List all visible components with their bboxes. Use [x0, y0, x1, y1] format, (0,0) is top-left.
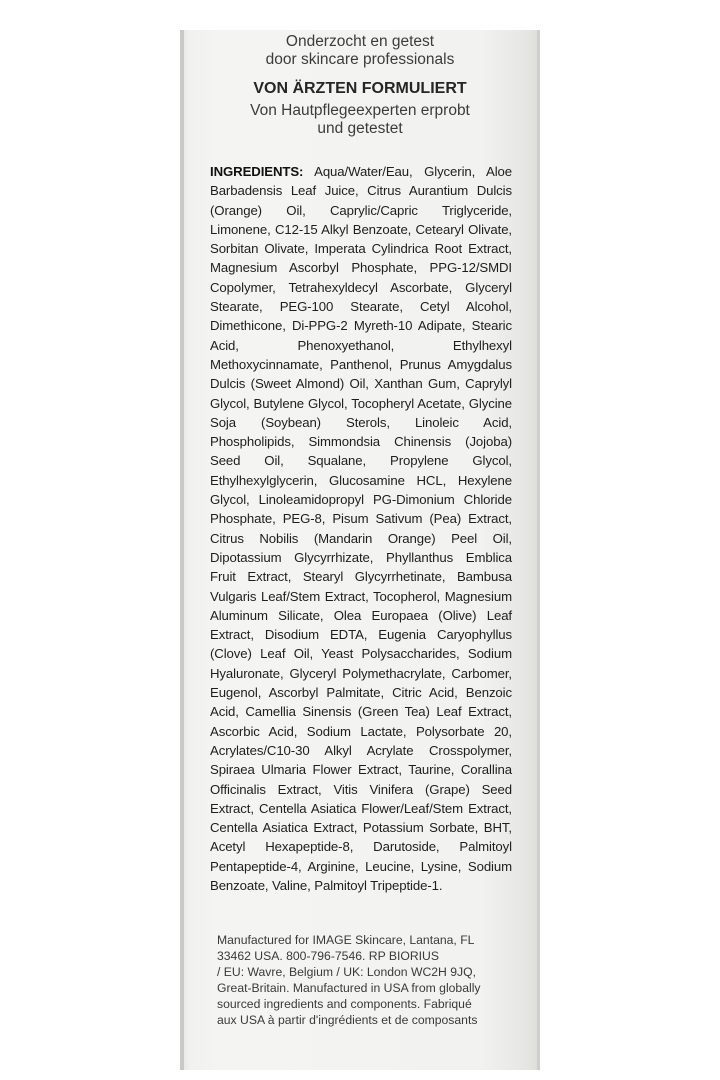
manufacturer-line-6: aux USA à partir d'ingrédients et de composants: [217, 1013, 478, 1028]
manufacturer-line-4: Great-Britain. Manufactured in USA from globally: [217, 981, 481, 996]
manufacturer-info: [217, 932, 507, 1029]
manufacturer-line-2: 33462 USA. 800-796-7546. RP BIORIUS: [217, 949, 439, 964]
manufacturer-line-5: sourced ingredients and components. Fabriqué: [217, 997, 472, 1012]
german-claim-title: VON ÄRZTEN FORMULIERT: [253, 80, 467, 97]
german-claim-line-2: und getestet: [317, 120, 403, 137]
german-claim-line-1: Von Hautpflegeexperten erprobt: [250, 102, 470, 119]
ingredients-list: [210, 162, 512, 895]
german-claim: [180, 102, 540, 138]
box-left-edge: [180, 30, 184, 1070]
product-box-panel: [180, 30, 540, 1070]
dutch-claim-line-1: Onderzocht en getest: [285, 33, 435, 50]
manufacturer-line-3: / EU: Wavre, Belgium / UK: London WC2H 9JQ,: [217, 965, 476, 980]
ingredients-label: INGREDIENTS:: [210, 164, 304, 179]
dutch-claim: [180, 33, 540, 69]
box-right-edge: [537, 30, 540, 1070]
ingredients-text: Aqua/Water/Eau, Glycerin, Aloe Barbadensis Leaf Juice, Citrus Aurantium Dulcis (Orange) Oil, Caprylic/Capric Triglyceride, Limonene, C12-15 Alkyl Benzoate, Cetearyl Olivate, Sorbitan Olivate, Imperata Cylindrica Root Extract, Magnesium Ascorbyl Phosphate, PPG-12/SMDI Copolymer, Tetrahexyldecyl Ascorbate, Glyceryl Stearate, PEG-100 Stearate, Cetyl Alcohol, Dimethicone, Di-PPG-2 Myreth-10 Adipate, Stearic Acid, Phenoxyethanol, Ethylhexyl Methoxycinnamate, Panthenol, Prunus Amygdalus Dulcis (Sweet Almond) Oil, Xanthan Gum, Caprylyl Glycol, Butylene Glycol, Tocopheryl Acetate, Glycine Soja (Soybean) Sterols, Linoleic Acid, Phospholipids, Simmondsia Chinensis (Jojoba) Seed Oil, Squalane, Propylene Glycol, Ethylhexylglycerin, Glucosamine HCL, Hexylene Glycol, Linoleamidopropyl PG-Dimonium Chloride Phosphate, PEG-8, Pisum Sativum (Pea) Extract, Citrus Nobilis (Mandarin Orange) Peel Oil, Dipotassium Glycyrrhizate, Phyllanthus Emblica Fruit Extract, Stearyl Glycyrrhetinate, Bambusa Vulgaris Leaf/Stem Extract, Tocopherol, Magnesium Aluminum Silicate, Olea Europaea (Olive) Leaf Extract, Disodium EDTA, Eugenia Caryophyllus (Clove) Leaf Oil, Yeast Polysaccharides, Sodium Hyaluronate, Glyceryl Polymethacrylate, Carbomer, Eugenol, Ascorbyl Palmitate, Citric Acid, Benzoic Acid, Camellia Sinensis (Green Tea) Leaf Extract, Ascorbic Acid, Sodium Lactate, Polysorbate 20, Acrylates/C10-30 Alkyl Acrylate Crosspolymer, Spiraea Ulmaria Flower Extract, Taurine, Corallina Officinalis Extract, Vitis Vinifera (Grape) Seed Extract, Centella Asiatica Flower/Leaf/Stem Extract, Centella Asiatica Extract, Potassium Sorbate, BHT, Acetyl Hexapeptide-8, Darutoside, Palmitoyl Pentapeptide-4, Arginine, Leucine, Lysine, Sodium Benzoate, Valine, Palmitoyl Tripeptide-1.: [210, 164, 512, 893]
manufacturer-line-1: Manufactured for IMAGE Skincare, Lantana, FL: [217, 933, 475, 947]
dutch-claim-line-2: door skincare professionals: [265, 51, 455, 68]
